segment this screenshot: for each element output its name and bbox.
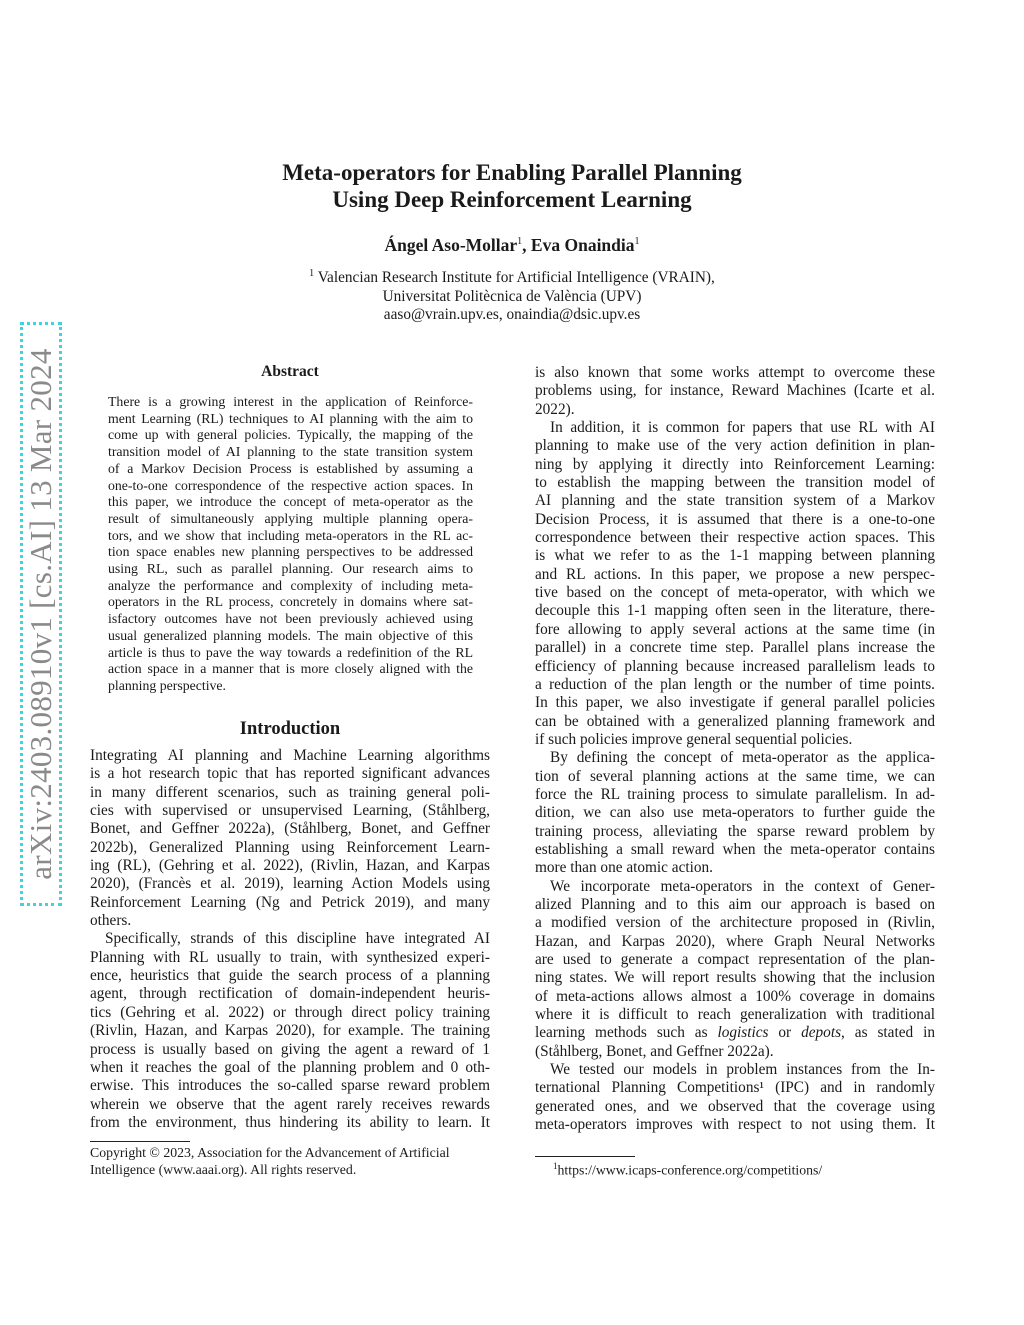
text-line: training process, alleviating the sparse reward problem by xyxy=(535,822,935,840)
text-line: (Rivlin, Hazan, and Karpas 2020), for example. The training xyxy=(90,1022,490,1040)
text-line: ment Learning (RL) techniques to AI planning with the aim to xyxy=(108,410,473,426)
arxiv-identifier: arXiv:2403.08910v1 [cs.AI] 13 Mar 2024 xyxy=(23,348,58,880)
text-line: is also known that some works attempt to overcome these xyxy=(535,364,935,381)
text-line: usual generalized planning models. The main objective of this xyxy=(108,627,473,643)
text-line: ning by applying it directly into Reinforcement Learning: xyxy=(535,455,935,473)
copyright-line: Intelligence (www.aaai.org). All rights reserved. xyxy=(90,1162,357,1177)
text-line: ing (RL), (Gehring et al. 2022), (Rivlin, Hazan, and Karpas xyxy=(90,857,490,875)
introduction-heading: Introduction xyxy=(239,719,341,739)
author-name: Eva Onaindia xyxy=(530,235,635,255)
text-line: force the RL training process to simulate parallelism. In ad- xyxy=(535,785,935,803)
text-line: more than one atomic action. xyxy=(535,859,713,877)
emphasized-text: logistics xyxy=(717,1024,769,1042)
text-line: correspondence between their respective action spaces. This xyxy=(535,529,935,547)
text-line: isfactory outcomes have not been previously achieved using xyxy=(108,611,473,627)
text-line: of a Markov Decision Process is established by assuming a xyxy=(108,460,473,476)
author-affiliation-mark: 1 xyxy=(634,236,640,248)
text-line: Bonet, and Geffner 2022a), (Ståhlberg, Bonet, and Geffner xyxy=(90,820,490,838)
affiliation-line: Universitat Politècnica de València (UPV) xyxy=(382,287,642,305)
text-line: article is thus to pave the way towards a redefinition of the RL xyxy=(108,644,473,660)
text-line: By defining the concept of meta-operator as the applica- xyxy=(550,749,935,767)
text-line: from the environment, thus hindering its ability to learn. It xyxy=(90,1113,490,1131)
affiliation-line: Valencian Research Institute for Artificial Intelligence (VRAIN), xyxy=(317,269,715,287)
footnote xyxy=(553,1161,822,1179)
text-line: tion of several planning actions at the same time, we can xyxy=(535,767,935,785)
text-line: of meta-actions allows almost a 100% coverage in domains xyxy=(535,987,935,1005)
text-line: can be obtained with a generalized planning framework and xyxy=(535,712,935,730)
text-line: In addition, it is common for papers that use RL with AI xyxy=(550,419,935,437)
text-line: one-to-one correspondence of the respective action spaces. In xyxy=(108,477,473,493)
footnote-rule xyxy=(535,1156,635,1157)
text-line: action space in a manner that is more closely aligned with the xyxy=(108,661,473,677)
text-line: is what we refer to as the 1-1 mapping between planning xyxy=(535,547,935,565)
text-line: Specifically, strands of this discipline have integrated AI xyxy=(105,930,490,948)
text-line xyxy=(535,1024,935,1042)
text-line: ning states. We will report results showing that the inclusion xyxy=(535,969,935,987)
arxiv-stamp xyxy=(20,322,62,906)
text-line: Integrating AI planning and Machine Learning algorithms xyxy=(90,747,490,764)
text-line: planning perspective. xyxy=(108,677,227,693)
footnote-rule xyxy=(90,1141,190,1142)
text-line: 2022). xyxy=(535,400,575,418)
paragraph xyxy=(535,364,935,419)
text-line: this paper, we introduce the concept of meta-operator as the xyxy=(108,494,473,510)
text-line: AI planning and the state transition system of a Markov xyxy=(535,492,935,510)
text-line: erwise. This introduces the so-called sparse reward problem xyxy=(90,1077,490,1095)
text-line: agent, through rectification of domain-independent heuris- xyxy=(90,985,490,1003)
text-line: generated ones, and we observed that the coverage using xyxy=(535,1097,935,1115)
text-line: We tested our models in problem instances from the In- xyxy=(550,1061,935,1079)
text-line: In this paper, we also investigate if general parallel policies xyxy=(535,694,935,712)
text-line: decouple this 1-1 mapping often seen in the literature, there- xyxy=(535,602,935,620)
author-emails: aaso@vrain.upv.es, onaindia@dsic.upv.es xyxy=(383,305,641,323)
text-line: cies with supervised or unsupervised Learning, (Ståhlberg, xyxy=(90,802,490,820)
text-line: Hazan, and Karpas 2020), where Graph Neural Networks xyxy=(535,932,935,950)
text-segment: learning methods such as xyxy=(535,1024,718,1042)
text-line: We incorporate meta-operators in the context of Gener- xyxy=(550,877,935,895)
author-name: Ángel Aso-Mollar xyxy=(384,235,518,255)
text-line: (Ståhlberg, Bonet, and Geffner 2022a). xyxy=(535,1042,774,1060)
text-line: where it is difficult to reach generalization with traditional xyxy=(535,1006,935,1024)
text-line: There is a growing interest in the application of Reinforce- xyxy=(108,394,473,409)
abstract-body xyxy=(108,394,473,695)
text-line: and RL actions. In this paper, we propose a new perspec- xyxy=(535,565,935,583)
paragraph xyxy=(90,930,490,1132)
text-line: Decision Process, it is assumed that there is a one-to-one xyxy=(535,510,935,528)
text-line: a reduction of the plan length or the number of time points. xyxy=(535,675,935,693)
text-line: if such policies improve general sequential policies. xyxy=(535,730,853,748)
text-line: fore allowing to apply several actions at the same time (in xyxy=(535,620,935,638)
text-line: 2020), (Francès et al. 2019), learning Action Models using xyxy=(90,875,490,893)
copyright-notice xyxy=(90,1144,490,1178)
title-line: Meta-operators for Enabling Parallel Planning xyxy=(282,160,742,185)
paragraph xyxy=(535,749,935,877)
text-line: Reinforcement Learning (Ng and Petrick 2019), and many xyxy=(90,893,490,911)
paragraph xyxy=(535,878,935,1061)
text-line: transition model of AI planning to the state transition system xyxy=(108,444,473,460)
text-line: efficiency of planning because increased parallelism leads to xyxy=(535,657,935,675)
paper-title xyxy=(0,160,1024,213)
copyright-line: Copyright © 2023, Association for the Advancement of Artificial xyxy=(90,1145,450,1160)
text-line: when it reaches the goal of the planning problem and 0 oth- xyxy=(90,1058,490,1076)
text-line: to establish the mapping between the transition model of xyxy=(535,474,935,492)
right-column-body xyxy=(535,364,935,1134)
text-line: in many different scenarios, such as training general poli- xyxy=(90,783,490,801)
text-line: planning to make use of the very action definition in plan- xyxy=(535,437,935,455)
text-line: ternational Planning Competitions¹ (IPC) and in randomly xyxy=(535,1079,935,1097)
text-line: is a hot research topic that has reported significant advances xyxy=(90,765,490,783)
text-line: process is usually based on giving the agent a reward of 1 xyxy=(90,1040,490,1058)
text-line: using RL, such as parallel planning. Our research aims to xyxy=(108,561,473,577)
paragraph xyxy=(90,747,490,930)
text-line: operators in the RL process, concretely in domains where sat- xyxy=(108,594,473,610)
text-line: a modified version of the architecture proposed in (Rivlin, xyxy=(535,914,935,932)
text-line: Planning with RL usually to train, with synthesized experi- xyxy=(90,948,490,966)
text-line: result of simultaneously applying multiple planning opera- xyxy=(108,510,473,526)
text-line: alized Planning and to this aim our approach is based on xyxy=(535,895,935,913)
text-segment: or xyxy=(768,1024,802,1042)
text-line: tive based on the concept of meta-operator, with which we xyxy=(535,584,935,602)
author-affiliation-mark: 1 xyxy=(517,236,523,248)
text-line: dition, we can also use meta-operators to further guide the xyxy=(535,804,935,822)
text-segment: , as stated in xyxy=(841,1024,935,1042)
text-line: analyze the performance and complexity of including meta- xyxy=(108,577,473,593)
text-line: meta-operators improves with respect to not using them. It xyxy=(535,1116,935,1134)
abstract-heading: Abstract xyxy=(261,363,319,380)
text-line: ence, heuristics that guide the search process of a planning xyxy=(90,967,490,985)
text-line: establishing a small reward when the meta-operator contains xyxy=(535,840,935,858)
text-line: others. xyxy=(90,912,132,930)
author-separator: , xyxy=(522,235,531,255)
footnote-mark: 1 xyxy=(553,1161,558,1171)
text-line: 2022b), Generalized Planning using Reinforcement Learn- xyxy=(90,838,490,856)
author-list xyxy=(0,235,1024,256)
title-line: Using Deep Reinforcement Learning xyxy=(332,186,692,212)
text-line: tion space enables new planning perspectives to be addressed xyxy=(108,544,473,560)
text-line: wherein we observe that the agent rarely receives rewards xyxy=(90,1095,490,1113)
text-line: parallel) in a concrete time step. Parallel plans increase the xyxy=(535,639,935,657)
text-line: come up with general policies. Typically, the mapping of the xyxy=(108,427,473,443)
footnote-url[interactable]: https://www.icaps-conference.org/competitions/ xyxy=(557,1162,823,1178)
affiliation-mark: 1 xyxy=(309,268,315,279)
text-line: are used to generate a compact representation of the plan- xyxy=(535,951,935,968)
paragraph xyxy=(535,1061,935,1134)
text-line: tics (Gehring et al. 2022) or through direct policy training xyxy=(90,1003,490,1021)
emphasized-text: depots xyxy=(801,1024,842,1042)
text-line: problems using, for instance, Reward Machines (Icarte et al. xyxy=(535,382,935,400)
text-line: tors, and we show that including meta-operators in the RL ac- xyxy=(108,527,473,543)
affiliation xyxy=(0,265,1024,324)
left-column-body xyxy=(90,747,490,1132)
paragraph xyxy=(535,419,935,749)
